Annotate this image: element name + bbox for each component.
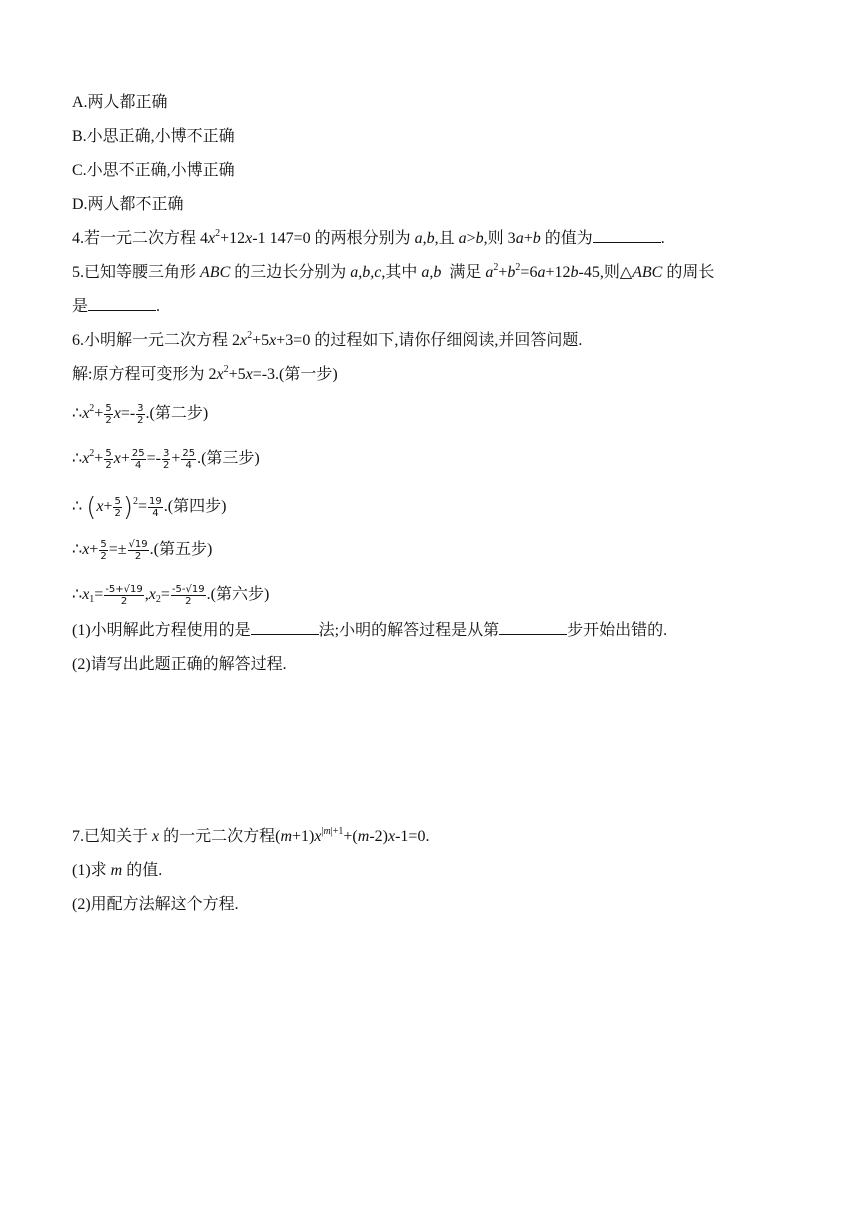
- answer-blank[interactable]: [251, 620, 319, 635]
- fraction: $\frac{5}{2}$: [105, 403, 112, 426]
- fraction: $\frac{-5+√19}{2}$: [105, 584, 143, 607]
- question-5: 5.已知等腰三角形 ABC 的三边长分别为 a,b,c,其中 a,b 满足 $a^2+b^2=6a+12b-45$,则△ABC 的周长: [72, 262, 715, 281]
- fraction: $\frac{√19}{2}$: [128, 539, 148, 562]
- answer-blank[interactable]: [88, 296, 156, 311]
- fraction: $\frac{5}{2}$: [114, 496, 121, 519]
- question-6-intro: 6.小明解一元二次方程 $2x^2+5x+3=0$ 的过程如下,请你仔细阅读,并回答问题.: [72, 330, 583, 349]
- answer-blank[interactable]: [593, 228, 661, 243]
- fraction: $\frac{19}{4}$: [149, 496, 162, 519]
- fraction: $\frac{3}{2}$: [137, 403, 144, 426]
- fraction: $\frac{3}{2}$: [162, 448, 170, 471]
- option-c: C.小思不正确,小博正确: [72, 162, 235, 179]
- option-b: B.小思正确,小博不正确: [72, 128, 235, 145]
- answer-blank[interactable]: [499, 620, 567, 635]
- solution-step-4: ∴ (x+ $\frac{5}{2}$ )$^2$= $\frac{19}{4}$ .(第四步): [72, 492, 227, 523]
- fraction: $\frac{-5-√19}{2}$: [171, 584, 205, 607]
- solution-step-3: $\therefore x^2+$ $\frac{5}{2}$ x+ $\frac{25}{4}$ =- $\frac{3}{2}$ + $\frac{25}{4}$ .(第三步): [72, 448, 260, 471]
- question-7-part-1: (1)求 m 的值.: [72, 862, 163, 879]
- question-6-part-1: (1)小明解此方程使用的是 法;小明的解答过程是从第 步开始出错的.: [72, 622, 668, 639]
- option-a: A.两人都正确: [72, 94, 168, 111]
- question-5-cont: 是 .: [72, 298, 161, 315]
- fraction: $\frac{25}{4}$: [182, 448, 196, 471]
- solution-step-6: $\therefore x_1=$ $\frac{-5+√19}{2}$ $,x_2=$ $\frac{-5-√19}{2}$ .(第六步): [72, 584, 270, 607]
- question-4: 4.若一元二次方程 $4x^2+12x-1$ 147=0 的两根分别为 a,b,且 a>b,则 3a+b 的值为 .: [72, 228, 665, 247]
- fraction: $\frac{25}{4}$: [131, 448, 145, 471]
- option-d: D.两人都不正确: [72, 196, 184, 213]
- fraction: $\frac{5}{2}$: [100, 539, 107, 562]
- question-7: 7.已知关于 x 的一元二次方程$(m+1)x^{|m|+1}+(m-2)x-1=0$.: [72, 826, 430, 845]
- question-7-part-2: (2)用配方法解这个方程.: [72, 896, 239, 913]
- question-6-part-2: (2)请写出此题正确的解答过程.: [72, 656, 287, 673]
- solution-step-2: $\therefore x^2+$ $\frac{5}{2}$ x=- $\frac{3}{2}$ .(第二步): [72, 403, 209, 426]
- solution-step-1: 解:原方程可变形为 $2x^2+5x=-3$.(第一步): [72, 364, 338, 383]
- fraction: $\frac{5}{2}$: [105, 448, 112, 471]
- solution-step-5: ∴x+ $\frac{5}{2}$ =± $\frac{√19}{2}$ .(第五步): [72, 539, 213, 562]
